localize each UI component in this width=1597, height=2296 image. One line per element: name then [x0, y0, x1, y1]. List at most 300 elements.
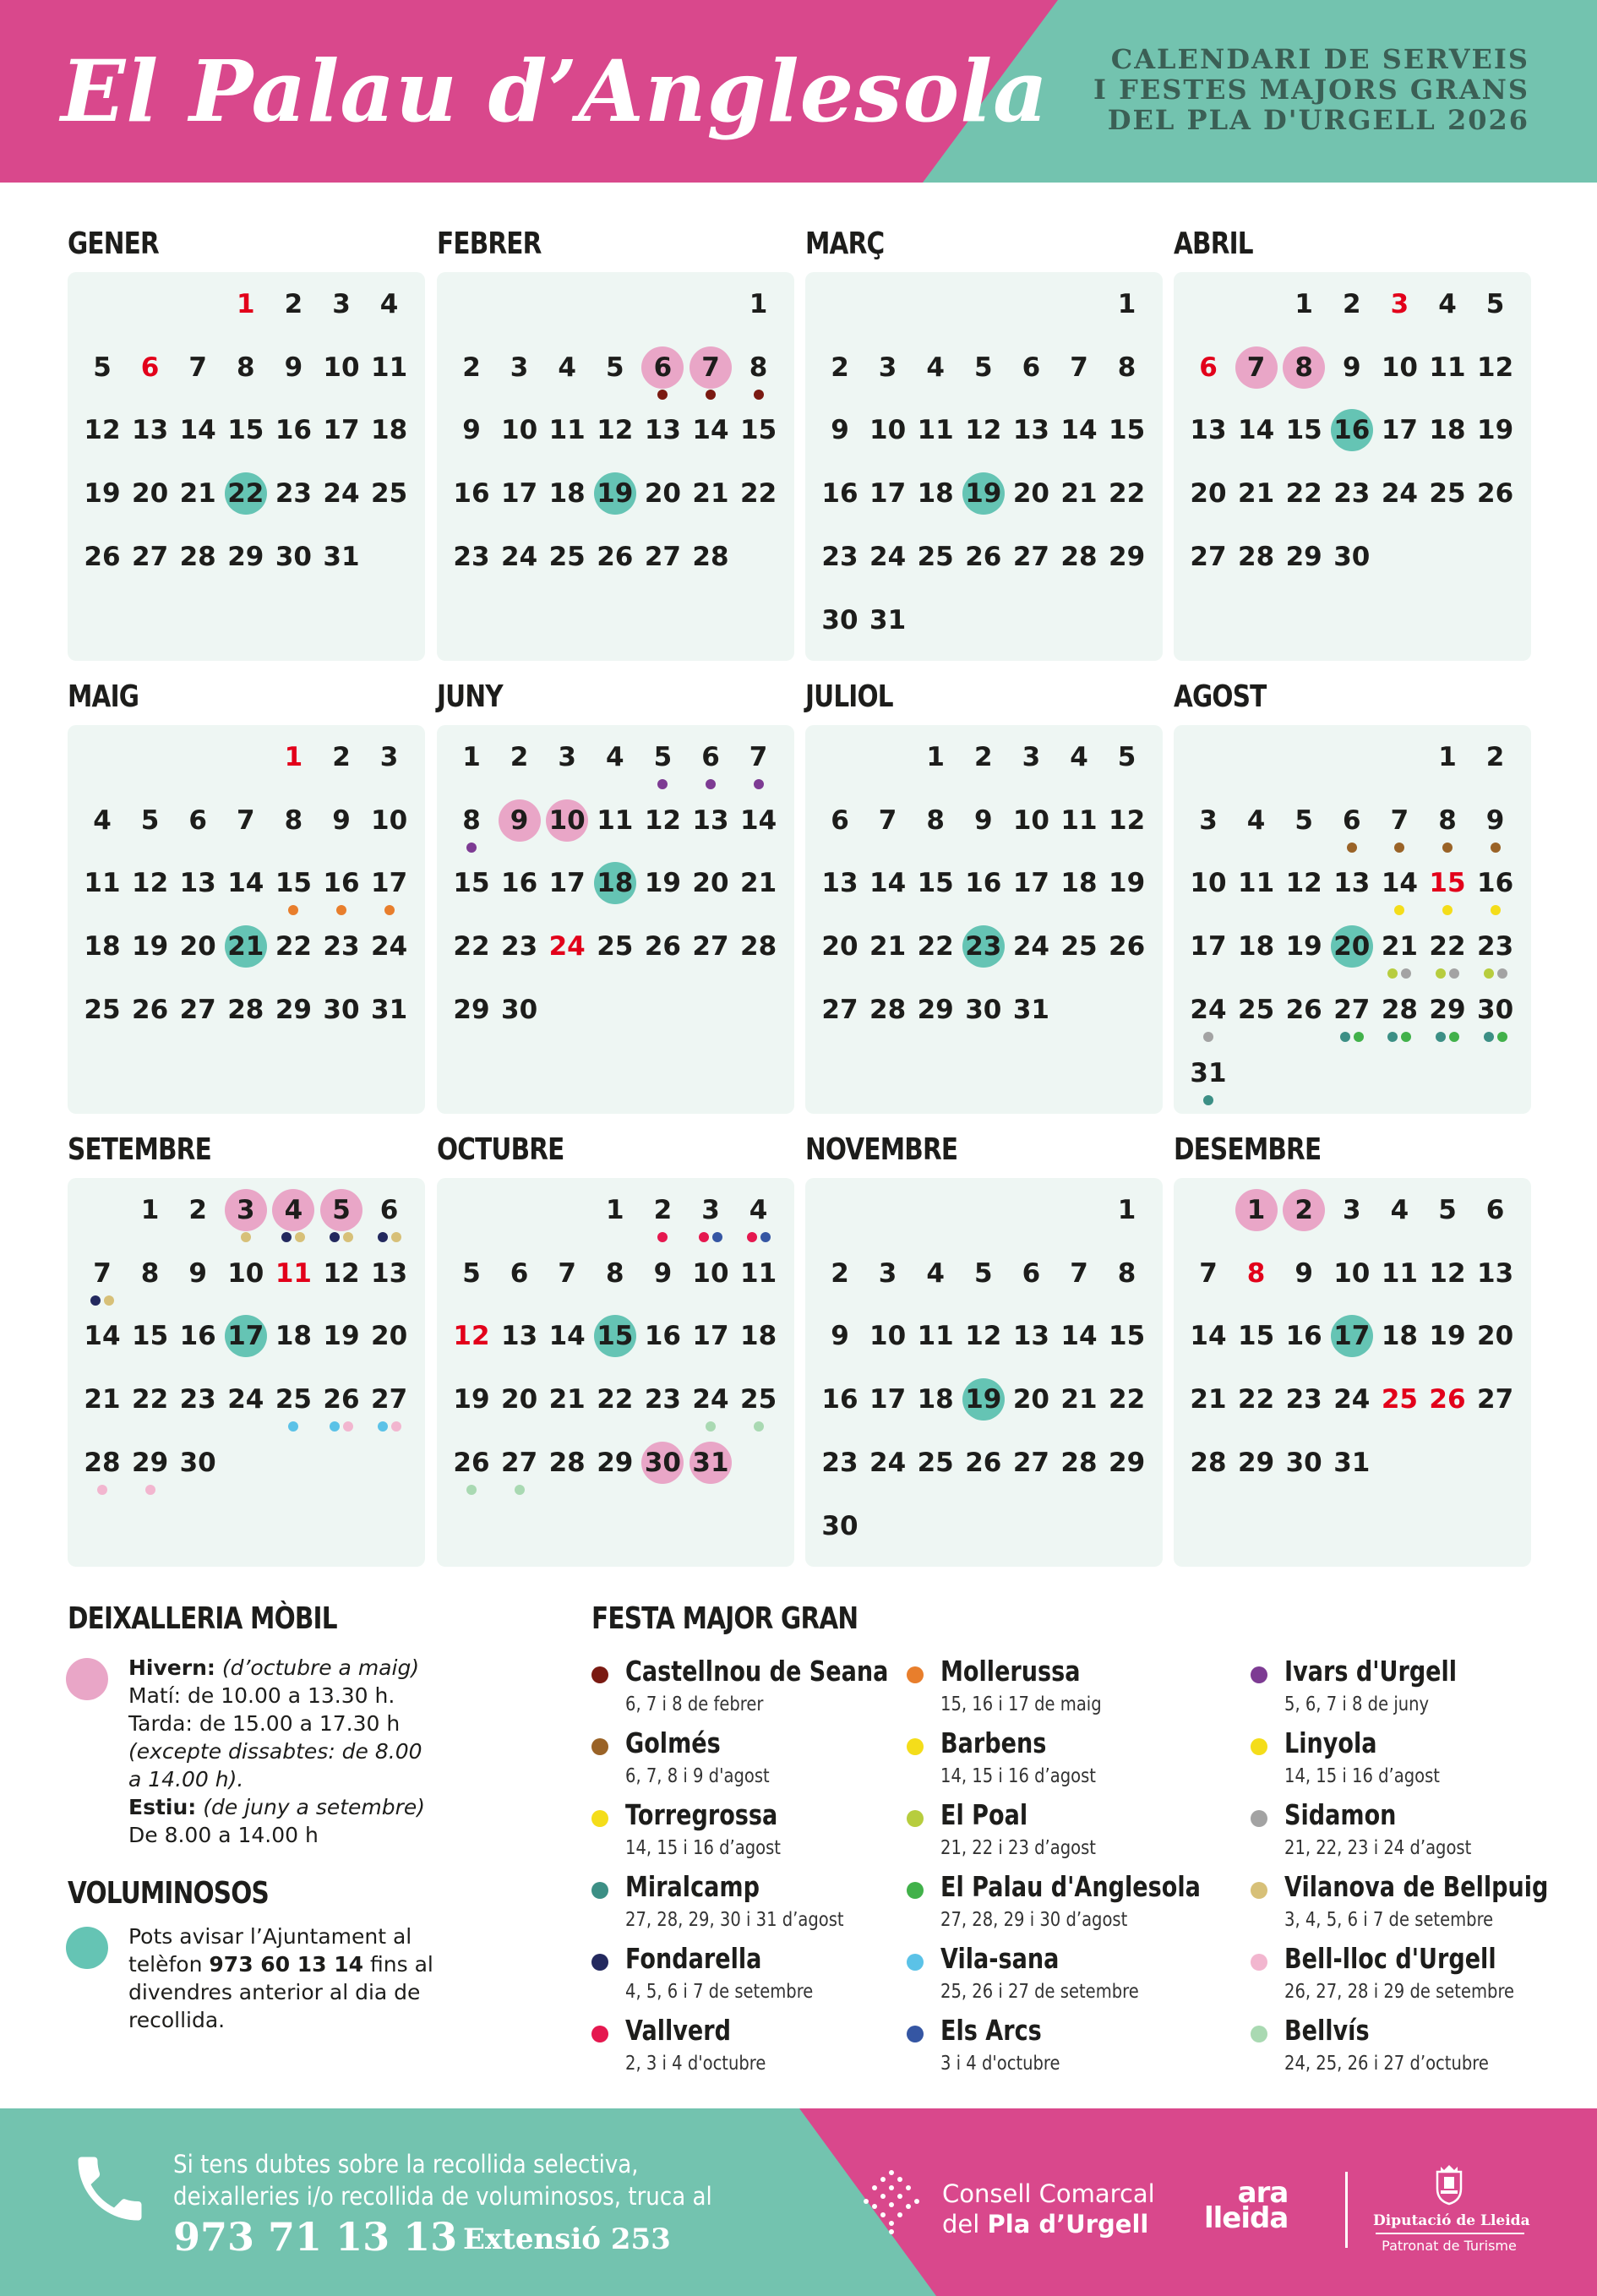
festa-town: Vila-sana	[940, 1942, 1060, 1975]
calendar-day: 23	[275, 478, 312, 510]
calendar-day: 9	[284, 352, 303, 383]
calendar-day: 28	[1381, 994, 1418, 1025]
festa-dot	[295, 1232, 305, 1242]
calendar-day: 19	[132, 931, 169, 963]
footer-phone[interactable]: 973 71 13 13	[173, 2214, 458, 2260]
calendar-day: 21	[869, 931, 907, 963]
calendar-day: 14	[1060, 415, 1098, 446]
calendar-day: 4	[1390, 1195, 1409, 1225]
festa-color-dot	[907, 2026, 924, 2042]
calendar-day: 18	[1238, 931, 1275, 963]
calendar-day: 17	[869, 478, 907, 510]
festa-town: Miralcamp	[625, 1870, 760, 1903]
calendar-day: 29	[132, 1447, 169, 1478]
calendar-day: 23	[821, 1447, 858, 1478]
calendar-day: 16	[821, 478, 858, 510]
calendar-day: 6	[701, 742, 720, 772]
calendar-day: 15	[1429, 868, 1466, 899]
hivern-tarda: Tarda: de 15.00 a 17.30 h	[128, 1711, 401, 1736]
calendar-day: 17	[692, 1321, 729, 1352]
festa-color-dot	[907, 1810, 924, 1827]
calendar-day: 9	[831, 415, 849, 446]
subtitle-line-1: CALENDARI DE SERVEIS	[1110, 43, 1529, 75]
calendar-day: 28	[1060, 541, 1098, 572]
calendar-day: 13	[132, 415, 169, 446]
voluminosos-line-2-post: fins al	[370, 1952, 433, 1977]
calendar-day: 15	[740, 415, 777, 446]
hivern-except-2: a 14.00 h).	[128, 1767, 244, 1792]
calendar-day: 2	[1485, 742, 1505, 772]
festa-dot	[754, 1421, 764, 1432]
calendar-day: 24	[692, 1384, 729, 1415]
deixalleria-text	[128, 1654, 425, 1849]
calendar-day: 8	[606, 1257, 624, 1289]
calendar-day: 4	[749, 1195, 768, 1225]
calendar-day: 26	[453, 1447, 490, 1478]
calendar-day: 26	[1285, 994, 1322, 1025]
calendar-day: 5	[1117, 742, 1136, 772]
festa-dates: 15, 16 i 17 de maig	[940, 1693, 1102, 1715]
festa-town: Vilanova de Bellpuig	[1284, 1870, 1549, 1903]
festa-dot	[1340, 1032, 1350, 1042]
calendar-day: 6	[1199, 352, 1218, 383]
calendar-day: 10	[501, 415, 538, 446]
festa-dot	[330, 1232, 340, 1242]
festa-dates: 26, 27, 28 i 29 de setembre	[1284, 1981, 1515, 2003]
festa-town: Mollerussa	[940, 1655, 1081, 1688]
calendar-day: 11	[548, 415, 586, 446]
calendar-day: 27	[1190, 541, 1227, 572]
calendar-day: 12	[965, 1321, 1002, 1352]
calendar-day: 2	[974, 742, 993, 772]
calendar-day: 11	[917, 415, 954, 446]
calendar-day: 12	[132, 868, 169, 899]
calendar-day: 28	[1238, 541, 1275, 572]
calendar-day: 1	[462, 742, 481, 772]
calendar-day: 2	[653, 1195, 673, 1225]
calendar-day: 11	[1381, 1257, 1418, 1289]
festa-town: Castellnou de Seana	[625, 1655, 889, 1688]
calendar-day: 24	[869, 541, 907, 572]
calendar-day: 20	[371, 1321, 408, 1352]
calendar-day: 27	[132, 541, 169, 572]
calendar-day: 13	[1190, 415, 1227, 446]
calendar-day: 6	[1485, 1195, 1505, 1225]
calendar-day: 18	[275, 1321, 312, 1352]
calendar-day: 18	[84, 931, 121, 963]
calendar-day: 4	[606, 742, 624, 772]
calendar-day: 24	[1333, 1384, 1371, 1415]
calendar-day: 4	[558, 352, 576, 383]
calendar-day: 18	[917, 478, 954, 510]
festa-dot	[288, 1421, 298, 1432]
calendar-day: 6	[831, 804, 849, 836]
calendar-day: 14	[740, 804, 777, 836]
calendar-day: 14	[1060, 1321, 1098, 1352]
calendar-day: 30	[821, 604, 858, 635]
calendar-day: 31	[323, 541, 360, 572]
diputacio-crest	[1432, 2163, 1466, 2206]
calendar-day: 4	[284, 1195, 303, 1225]
festa-color-dot	[1251, 1810, 1267, 1827]
month-title: GENER	[68, 226, 159, 261]
calendar-day: 21	[740, 868, 777, 899]
calendar-day: 14	[179, 415, 216, 446]
hivern-period: (d’octubre a maig)	[221, 1655, 420, 1680]
calendar-day: 9	[510, 804, 529, 836]
voluminosos-line-2-pre: telèfon	[128, 1952, 203, 1977]
festa-town: Bellvís	[1284, 2014, 1370, 2047]
calendar-day: 7	[237, 804, 255, 836]
calendar-day: 4	[93, 804, 112, 836]
calendar-day: 22	[453, 931, 490, 963]
calendar-day: 15	[132, 1321, 169, 1352]
calendar-day: 4	[379, 289, 399, 319]
calendar-day: 10	[1333, 1257, 1371, 1289]
calendar-day: 17	[1381, 415, 1418, 446]
calendar-day: 21	[1060, 1384, 1098, 1415]
calendar-day: 26	[84, 541, 121, 572]
calendar-day: 20	[644, 478, 681, 510]
festa-dot	[754, 390, 764, 400]
calendar-day: 9	[1294, 1257, 1313, 1289]
festa-dates: 14, 15 i 16 d’agost	[940, 1765, 1096, 1787]
month-title: NOVEMBRE	[805, 1132, 958, 1167]
calendar-day: 12	[597, 415, 634, 446]
calendar-day: 22	[132, 1384, 169, 1415]
calendar-day: 18	[1381, 1321, 1418, 1352]
calendar-day: 4	[1070, 742, 1088, 772]
festa-dot	[281, 1232, 292, 1242]
festa-town: Vallverd	[625, 2014, 731, 2047]
calendar-day: 20	[132, 478, 169, 510]
festa-dot	[706, 390, 716, 400]
calendar-day: 6	[1343, 804, 1361, 836]
calendar-day: 24	[371, 931, 408, 963]
calendar-day: 12	[1109, 804, 1146, 836]
festa-color-dot	[907, 1738, 924, 1755]
footer-extension: Extensió 253	[463, 2222, 671, 2256]
calendar-day: 7	[558, 1257, 576, 1289]
festa-dates: 25, 26 i 27 de setembre	[940, 1981, 1139, 2003]
calendar-day: 13	[371, 1257, 408, 1289]
calendar-day: 29	[1238, 1447, 1275, 1478]
calendar-day: 2	[1343, 289, 1361, 319]
calendar-day: 27	[1333, 994, 1371, 1025]
calendar-day: 20	[501, 1384, 538, 1415]
calendar-day: 12	[965, 415, 1002, 446]
calendar-day: 17	[1333, 1321, 1371, 1352]
calendar-day: 8	[749, 352, 768, 383]
festa-dot	[515, 1485, 525, 1495]
calendar-day: 2	[462, 352, 481, 383]
festa-town: Els Arcs	[940, 2014, 1042, 2047]
festa-dot	[1394, 905, 1404, 915]
calendar-day: 9	[974, 804, 993, 836]
calendar-day: 26	[1429, 1384, 1466, 1415]
festa-dot	[343, 1232, 353, 1242]
consell-comarcal-text	[942, 2179, 1155, 2239]
calendar-day: 27	[644, 541, 681, 572]
voluminosos-phone[interactable]: 973 60 13 14	[209, 1952, 364, 1977]
festa-color-dot	[1251, 1666, 1267, 1683]
calendar-day: 20	[692, 868, 729, 899]
festa-dot	[1354, 1032, 1364, 1042]
calendar-day: 21	[1190, 1384, 1227, 1415]
calendar-day: 21	[84, 1384, 121, 1415]
ara-line-1: ara	[1237, 2176, 1289, 2210]
calendar-day: 13	[501, 1321, 538, 1352]
voluminosos-line-1: Pots avisar l’Ajuntament al	[128, 1924, 412, 1949]
calendar-day: 15	[1109, 1321, 1146, 1352]
calendar-day: 27	[692, 931, 729, 963]
calendar-day: 8	[1294, 352, 1313, 383]
calendar-day: 28	[84, 1447, 121, 1478]
month-panel	[805, 272, 1163, 661]
calendar-day: 7	[749, 742, 768, 772]
festa-dot	[760, 1232, 771, 1242]
festa-dot	[1491, 905, 1501, 915]
festa-dot	[1491, 843, 1501, 853]
calendar-day: 20	[1012, 1384, 1049, 1415]
calendar-day: 25	[275, 1384, 312, 1415]
consell-line-2-pre: del	[942, 2210, 980, 2239]
calendar-day: 28	[1190, 1447, 1227, 1478]
festa-dot	[466, 843, 477, 853]
calendar-day: 11	[917, 1321, 954, 1352]
festa-dot	[1442, 843, 1453, 853]
festa-town: Golmés	[625, 1726, 721, 1759]
calendar-day: 18	[740, 1321, 777, 1352]
calendar-day: 26	[597, 541, 634, 572]
calendar-day: 17	[1190, 931, 1227, 963]
calendar-day: 4	[1246, 804, 1266, 836]
calendar-day: 1	[1438, 742, 1457, 772]
calendar-day: 29	[1109, 541, 1146, 572]
calendar-day: 12	[323, 1257, 360, 1289]
festa-color-dot	[591, 1810, 608, 1827]
calendar-day: 3	[1343, 1195, 1361, 1225]
calendar-day: 27	[1477, 1384, 1514, 1415]
calendar-day: 5	[606, 352, 624, 383]
calendar-day: 12	[644, 804, 681, 836]
estiu-label: Estiu:	[128, 1795, 197, 1819]
festa-town: Ivars d'Urgell	[1284, 1655, 1458, 1688]
calendar-day: 17	[1012, 868, 1049, 899]
calendar-day: 3	[1199, 804, 1218, 836]
calendar-day: 15	[1285, 415, 1322, 446]
festa-dates: 14, 15 i 16 d’agost	[1284, 1765, 1440, 1787]
month-title: MAIG	[68, 679, 139, 714]
calendar-day: 10	[869, 415, 907, 446]
calendar-day: 28	[1060, 1447, 1098, 1478]
calendar-day: 20	[1012, 478, 1049, 510]
calendar-day: 7	[878, 804, 897, 836]
calendar-day: 19	[597, 478, 634, 510]
calendar-day: 16	[821, 1384, 858, 1415]
calendar-day: 25	[84, 994, 121, 1025]
calendar-day: 11	[740, 1257, 777, 1289]
calendar-day: 4	[926, 1257, 945, 1289]
diputacio-underline	[1376, 2233, 1524, 2234]
calendar-day: 22	[1285, 478, 1322, 510]
festa-dot	[1484, 1032, 1494, 1042]
ara-line-2: lleida	[1204, 2201, 1289, 2235]
calendar-day: 8	[462, 804, 481, 836]
calendar-day: 8	[140, 1257, 160, 1289]
calendar-day: 19	[965, 478, 1002, 510]
festa-dates: 3 i 4 d'octubre	[940, 2053, 1060, 2075]
calendar-day: 30	[965, 994, 1002, 1025]
calendar-day: 12	[1285, 868, 1322, 899]
festa-dot	[1203, 1032, 1213, 1042]
calendar-day: 7	[1390, 804, 1409, 836]
festa-dot	[1497, 968, 1507, 979]
calendar-day: 25	[1381, 1384, 1418, 1415]
calendar-day: 25	[917, 541, 954, 572]
calendar-day: 1	[606, 1195, 624, 1225]
calendar-day: 2	[284, 289, 303, 319]
calendar-day: 6	[188, 804, 207, 836]
festa-dates: 21, 22, 23 i 24 d’agost	[1284, 1837, 1472, 1859]
calendar-day: 14	[84, 1321, 121, 1352]
calendar-day: 29	[453, 994, 490, 1025]
calendar-day: 13	[821, 868, 858, 899]
festa-dot	[1347, 843, 1357, 853]
calendar-day: 6	[379, 1195, 399, 1225]
calendar-day: 9	[188, 1257, 207, 1289]
festa-dot	[1484, 968, 1494, 979]
calendar-day: 26	[323, 1384, 360, 1415]
calendar-day: 3	[379, 742, 399, 772]
calendar-day: 3	[332, 289, 351, 319]
calendar-day: 9	[831, 1321, 849, 1352]
calendar-day: 15	[597, 1321, 634, 1352]
calendar-day: 14	[1381, 868, 1418, 899]
calendar-day: 13	[1012, 1321, 1049, 1352]
month-title: FEBRER	[437, 226, 542, 261]
calendar-day: 24	[227, 1384, 264, 1415]
festa-color-dot	[907, 1954, 924, 1971]
calendar-day: 10	[323, 352, 360, 383]
calendar-day: 7	[1246, 352, 1266, 383]
festa-dot	[241, 1232, 251, 1242]
calendar-day: 31	[371, 994, 408, 1025]
phone-icon	[68, 2146, 152, 2231]
calendar-day: 19	[453, 1384, 490, 1415]
calendar-day: 30	[179, 1447, 216, 1478]
month-panel	[68, 1178, 425, 1567]
voluminosos-line-4: recollida.	[128, 2008, 226, 2032]
festa-color-dot	[591, 1954, 608, 1971]
festa-color-dot	[591, 2026, 608, 2042]
calendar-day: 2	[332, 742, 351, 772]
calendar-day: 23	[501, 931, 538, 963]
festa-dot	[1442, 905, 1453, 915]
festa-town: Fondarella	[625, 1942, 762, 1975]
festa-dot	[657, 390, 668, 400]
calendar-day: 1	[1117, 1195, 1136, 1225]
calendar-day: 23	[1477, 931, 1514, 963]
calendar-day: 9	[462, 415, 481, 446]
calendar-day: 24	[323, 478, 360, 510]
calendar-day: 17	[323, 415, 360, 446]
calendar-day: 18	[548, 478, 586, 510]
calendar-day: 8	[926, 804, 945, 836]
calendar-day: 16	[453, 478, 490, 510]
calendar-day: 1	[140, 1195, 160, 1225]
festa-dot	[391, 1232, 401, 1242]
festa-color-dot	[1251, 1738, 1267, 1755]
calendar-day: 25	[1429, 478, 1466, 510]
festa-dot	[104, 1295, 114, 1306]
calendar-day: 16	[275, 415, 312, 446]
calendar-day: 29	[275, 994, 312, 1025]
month-panel	[805, 1178, 1163, 1567]
calendar-day: 24	[1190, 994, 1227, 1025]
calendar-day: 23	[179, 1384, 216, 1415]
calendar-day: 27	[1012, 541, 1049, 572]
calendar-day: 30	[821, 1510, 858, 1541]
festa-dates: 21, 22 i 23 d’agost	[940, 1837, 1096, 1859]
calendar-day: 14	[869, 868, 907, 899]
calendar-day: 22	[597, 1384, 634, 1415]
festa-color-dot	[1251, 1882, 1267, 1899]
month-title: SETEMBRE	[68, 1132, 211, 1167]
calendar-day: 15	[917, 868, 954, 899]
month-title: ABRIL	[1174, 226, 1253, 261]
calendar-day: 13	[179, 868, 216, 899]
calendar-day: 10	[869, 1321, 907, 1352]
month-panel	[68, 725, 425, 1114]
calendar-day: 19	[323, 1321, 360, 1352]
festa-dates: 6, 7, 8 i 9 d'agost	[625, 1765, 770, 1787]
calendar-day: 31	[1333, 1447, 1371, 1478]
festa-dot	[1436, 968, 1446, 979]
festa-town: Sidamon	[1284, 1798, 1397, 1831]
calendar-day: 8	[237, 352, 255, 383]
calendar-day: 15	[1238, 1321, 1275, 1352]
calendar-day: 5	[1438, 1195, 1457, 1225]
calendar-day: 3	[701, 1195, 720, 1225]
calendar-day: 10	[548, 804, 586, 836]
calendar-day: 7	[1070, 1257, 1088, 1289]
month-panel	[1174, 725, 1531, 1114]
calendar-day: 2	[188, 1195, 207, 1225]
calendar-day: 28	[179, 541, 216, 572]
calendar-day: 11	[597, 804, 634, 836]
calendar-day: 28	[227, 994, 264, 1025]
calendar-day: 3	[510, 352, 529, 383]
calendar-day: 19	[1477, 415, 1514, 446]
calendar-day: 17	[227, 1321, 264, 1352]
calendar-day: 10	[371, 804, 408, 836]
festa-color-dot	[591, 1738, 608, 1755]
festa-color-dot	[591, 1882, 608, 1899]
calendar-day: 20	[1190, 478, 1227, 510]
calendar-day: 5	[1294, 804, 1313, 836]
festa-town: El Palau d'Anglesola	[940, 1870, 1201, 1903]
calendar-day: 4	[926, 352, 945, 383]
calendar-day: 5	[974, 352, 993, 383]
calendar-day: 23	[1285, 1384, 1322, 1415]
calendar-day: 19	[1285, 931, 1322, 963]
festa-dot	[712, 1232, 722, 1242]
calendar-day: 25	[1060, 931, 1098, 963]
calendar-day: 25	[1238, 994, 1275, 1025]
calendar-day: 25	[917, 1447, 954, 1478]
month-panel	[805, 725, 1163, 1114]
